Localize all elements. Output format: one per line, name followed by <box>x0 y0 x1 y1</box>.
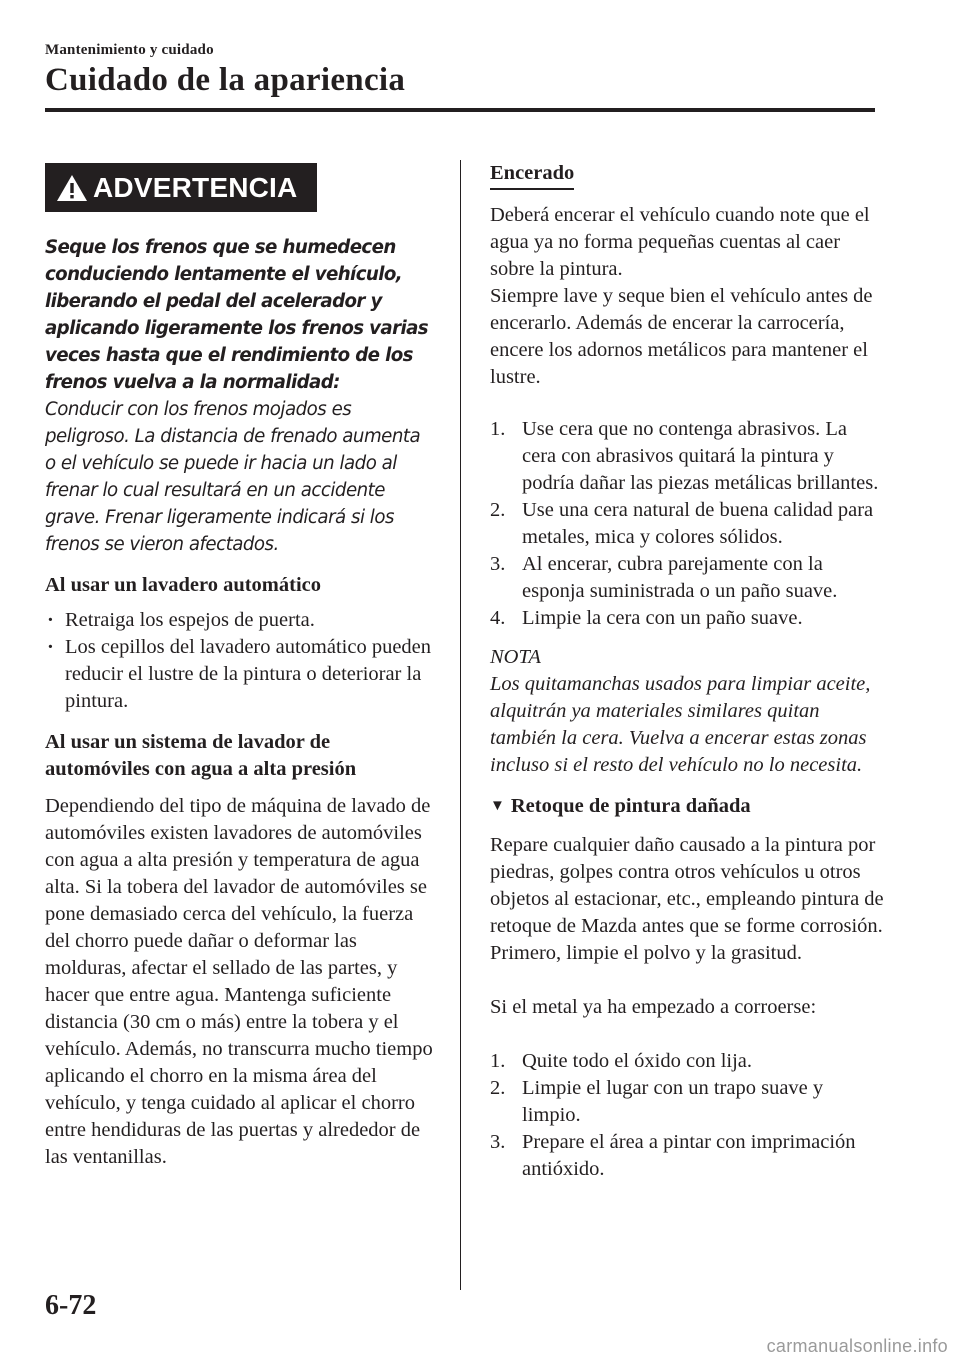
watermark: carmanualsonline.info <box>766 1336 948 1356</box>
nota-label: NOTA <box>490 646 541 668</box>
page-number: 6-72 <box>45 1290 97 1321</box>
column-divider <box>460 160 461 1290</box>
right-column <box>490 160 885 1183</box>
step-number: 2. <box>490 499 506 521</box>
page-title: Cuidado de la apariencia <box>45 62 406 98</box>
encerado-body: Deberá encerar el vehículo cuando note que el agua ya no forma pequeñas cuentas al caer sobre la pintura. <box>490 204 870 280</box>
retoque-title: Retoque de pintura dañada <box>510 795 751 817</box>
step-text: Use una cera natural de buena calidad para metales, mica y colores sólidos. <box>522 499 874 548</box>
presion-heading: Al usar un sistema de lavador de automóviles con agua a alta presión <box>45 731 357 780</box>
step-number: 2. <box>490 1077 506 1099</box>
step-number: 4. <box>490 607 506 629</box>
warning-body: Conducir con los frenos mojados es peligroso. La distancia de frenado aumenta o el vehículo se puede ir hacia un lado al frenar lo cual resultará en un accidente grave. Frenar ligeramente indicará si los frenos se vieron afectados. <box>45 399 421 555</box>
retoque-steps <box>490 1048 885 1183</box>
warning-triangle-icon <box>55 173 89 203</box>
step-text: Limpie la cera con un paño suave. <box>522 607 803 629</box>
lavadero-list <box>45 607 435 715</box>
step-number: 3. <box>490 1131 506 1153</box>
list-item <box>490 1129 885 1183</box>
left-column <box>45 160 435 1171</box>
nota-body: Los quitamanchas usados para limpiar aceite, alquitrán ya materiales similares quitan también la cera. Vuelva a encerar estas zonas incluso si el resto del vehículo no lo necesita. <box>490 673 871 776</box>
warning-banner <box>45 163 317 212</box>
warning-heading: Seque los frenos que se humedecen conduciendo lentamente el vehículo, liberando el pedal del acelerador y aplicando ligeramente los frenos varias veces hasta que el rendimiento de los frenos vuelva a la normalidad: <box>45 237 429 393</box>
list-item <box>490 1075 885 1129</box>
retoque-body: Repare cualquier daño causado a la pintura por piedras, golpes contra otros vehículos u otros objetos al estacionar, etc., empleando pintura de retoque de Mazda antes que se forme corrosión. Primero, limpie el polvo y la grasitud. <box>490 834 884 964</box>
list-item <box>490 497 885 551</box>
list-item <box>490 416 885 497</box>
list-item <box>490 1048 885 1075</box>
step-text: Limpie el lugar con un trapo suave y limpio. <box>522 1077 824 1126</box>
list-item: · Retraiga los espejos de puerta. <box>45 607 435 634</box>
step-text: Al encerar, cubra parejamente con la esponja suministrada o un paño suave. <box>522 553 838 602</box>
list-item: · Los cepillos del lavadero automático pueden reducir el lustre de la pintura o deteriorar la pintura. <box>45 634 435 715</box>
triangle-down-icon: ▼ <box>490 798 505 814</box>
presion-body: Dependiendo del tipo de máquina de lavado de automóviles existen lavadores de automóviles con agua a alta presión y temperatura de agua alta. Si la tobera del lavador de automóviles se pone demasiado cerca del vehículo, la fuerza del chorro puede dañar o deformar las molduras, afectar el sellado de las partes, y hacer que entre agua. Mantenga suficiente distancia (30 cm o más) entre la tobera y el vehículo. Además, no transcurra mucho tiempo aplicando el chorro en la misma área del vehículo, y tenga cuidado al aplicar el chorro entre hendiduras de las puertas y alrededor de las ventanillas. <box>45 795 433 1168</box>
warning-label: ADVERTENCIA <box>93 172 298 203</box>
retoque-condition: Si el metal ya ha empezado a corroerse: <box>490 996 817 1018</box>
step-text: Prepare el área a pintar con imprimación antióxido. <box>522 1131 856 1180</box>
list-item <box>490 605 885 632</box>
encerado-heading: Encerado <box>490 160 574 190</box>
encerado-body-2: Siempre lave y seque bien el vehículo antes de encerarlo. Además de encerar la carrocería, encere los adornos metálicos para mantener el lustre. <box>490 285 873 388</box>
section-label: Mantenimiento y cuidado <box>45 42 214 58</box>
lavadero-heading: Al usar un lavadero automático <box>45 574 322 596</box>
encerado-steps <box>490 416 885 632</box>
step-text: Use cera que no contenga abrasivos. La cera con abrasivos quitará la pintura y podría dañar las piezas metálicas brillantes. <box>522 418 879 494</box>
step-number: 1. <box>490 1050 506 1072</box>
step-text: Quite todo el óxido con lija. <box>522 1050 753 1072</box>
list-item <box>490 551 885 605</box>
header-rule <box>45 108 875 112</box>
retoque-heading <box>490 793 885 822</box>
step-number: 1. <box>490 418 506 440</box>
step-number: 3. <box>490 553 506 575</box>
